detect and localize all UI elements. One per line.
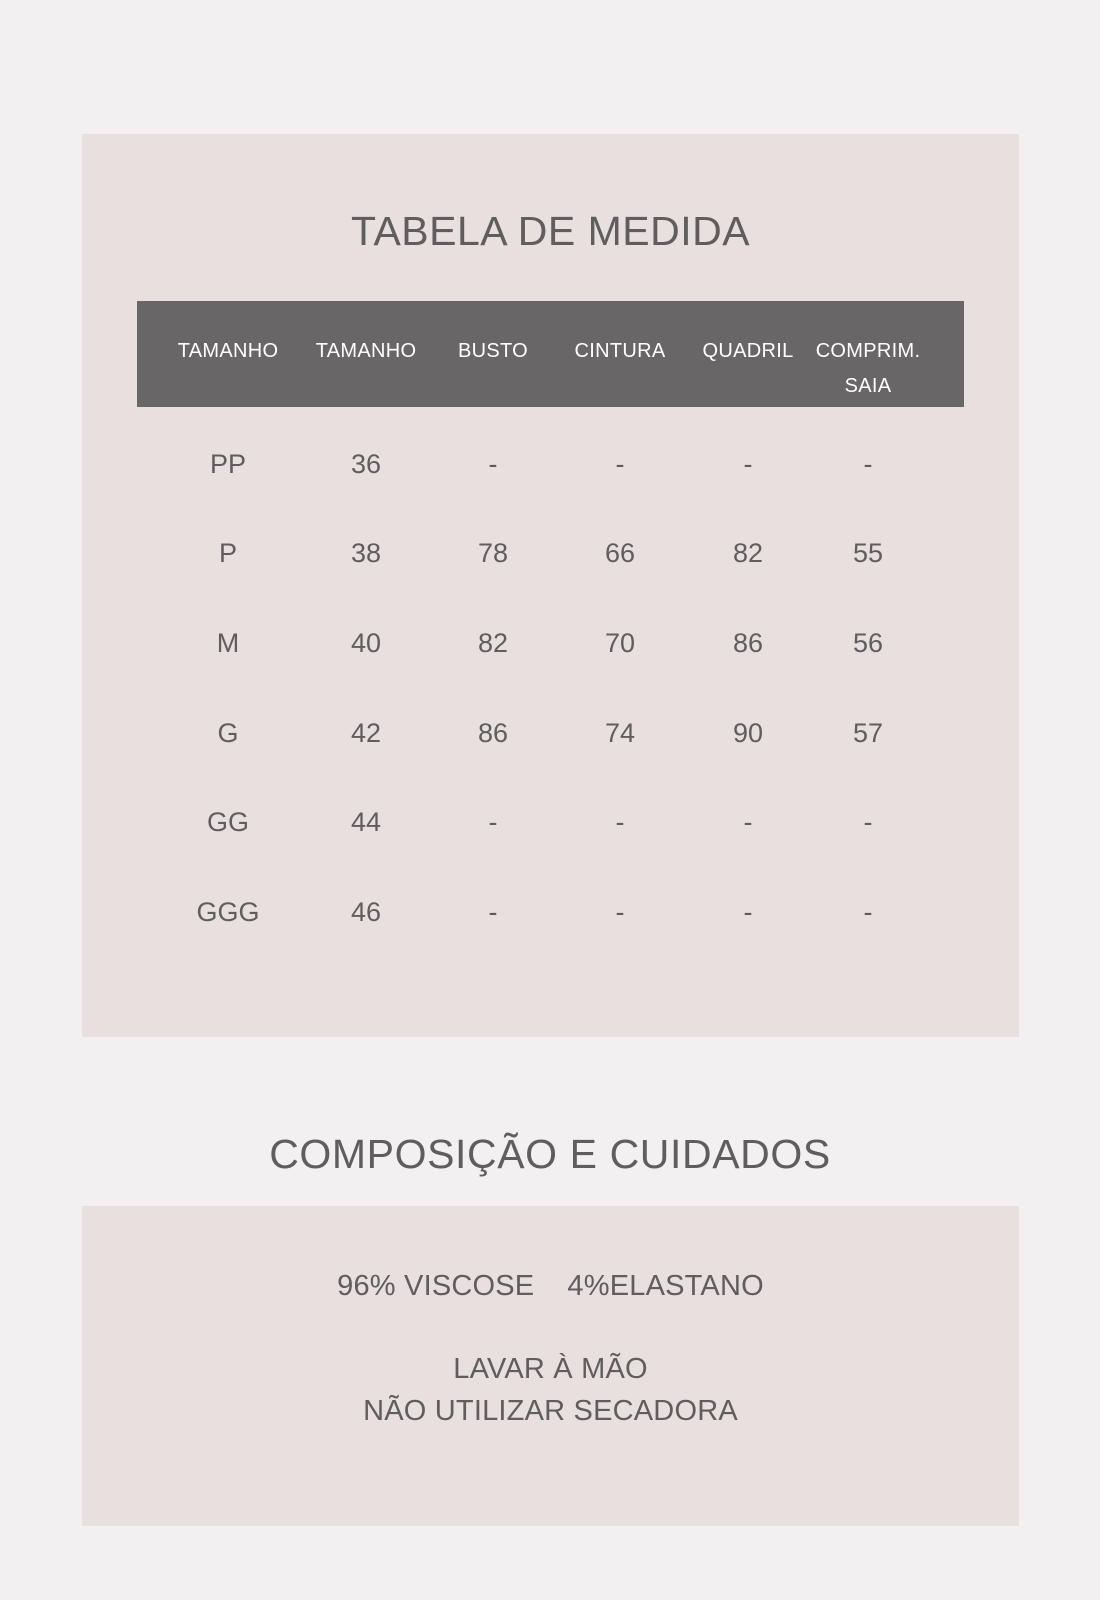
table-cell: 44 bbox=[350, 807, 382, 837]
size-chart-panel bbox=[82, 134, 1019, 1037]
table-cell: 70 bbox=[604, 628, 636, 658]
table-cell: 46 bbox=[350, 897, 382, 927]
composition-text: 96% VISCOSE 4%ELASTANO bbox=[337, 1270, 764, 1302]
table-cell: - bbox=[743, 897, 753, 927]
header-skirt-length: COMPRIM. SAIA bbox=[815, 340, 921, 397]
table-cell: 82 bbox=[477, 628, 509, 658]
table-cell: - bbox=[863, 807, 873, 837]
table-row bbox=[137, 713, 964, 753]
header-hip: QUADRIL bbox=[702, 340, 794, 362]
table-cell: G bbox=[217, 718, 239, 748]
table-cell: - bbox=[743, 449, 753, 479]
wash-instruction: LAVAR À MÃO bbox=[453, 1353, 648, 1385]
header-size-number: TAMANHO bbox=[315, 340, 417, 362]
table-cell: 78 bbox=[477, 538, 509, 568]
table-cell: - bbox=[615, 807, 625, 837]
table-cell: 66 bbox=[604, 538, 636, 568]
table-cell: - bbox=[743, 807, 753, 837]
table-cell: 36 bbox=[350, 449, 382, 479]
table-cell: M bbox=[216, 628, 240, 658]
table-cell: - bbox=[488, 897, 498, 927]
table-cell: 57 bbox=[852, 718, 884, 748]
table-row bbox=[137, 802, 964, 842]
table-cell: 86 bbox=[732, 628, 764, 658]
table-cell: 90 bbox=[732, 718, 764, 748]
table-row bbox=[137, 444, 964, 484]
dryer-instruction: NÃO UTILIZAR SECADORA bbox=[363, 1395, 738, 1427]
table-cell: - bbox=[488, 449, 498, 479]
table-cell: - bbox=[615, 449, 625, 479]
table-cell: GG bbox=[206, 807, 249, 837]
header-bust: BUSTO bbox=[457, 340, 529, 362]
table-cell: 38 bbox=[350, 538, 382, 568]
care-panel bbox=[82, 1206, 1019, 1526]
table-row bbox=[137, 892, 964, 932]
table-row bbox=[137, 623, 964, 663]
table-cell: 82 bbox=[732, 538, 764, 568]
table-row bbox=[137, 533, 964, 573]
table-cell: PP bbox=[209, 449, 247, 479]
table-cell: - bbox=[863, 897, 873, 927]
header-size-letter: TAMANHO bbox=[177, 340, 279, 362]
size-table-header bbox=[137, 301, 964, 407]
table-cell: 42 bbox=[350, 718, 382, 748]
table-cell: - bbox=[863, 449, 873, 479]
table-cell: 74 bbox=[604, 718, 636, 748]
table-cell: 56 bbox=[852, 628, 884, 658]
table-cell: P bbox=[218, 538, 237, 568]
table-cell: - bbox=[488, 807, 498, 837]
table-cell: 86 bbox=[477, 718, 509, 748]
table-cell: 40 bbox=[350, 628, 382, 658]
header-waist: CINTURA bbox=[574, 340, 666, 362]
table-cell: GGG bbox=[196, 897, 260, 927]
size-chart-title: TABELA DE MEDIDA bbox=[350, 208, 751, 254]
care-section-title: COMPOSIÇÃO E CUIDADOS bbox=[269, 1131, 831, 1177]
table-cell: - bbox=[615, 897, 625, 927]
table-cell: 55 bbox=[852, 538, 884, 568]
